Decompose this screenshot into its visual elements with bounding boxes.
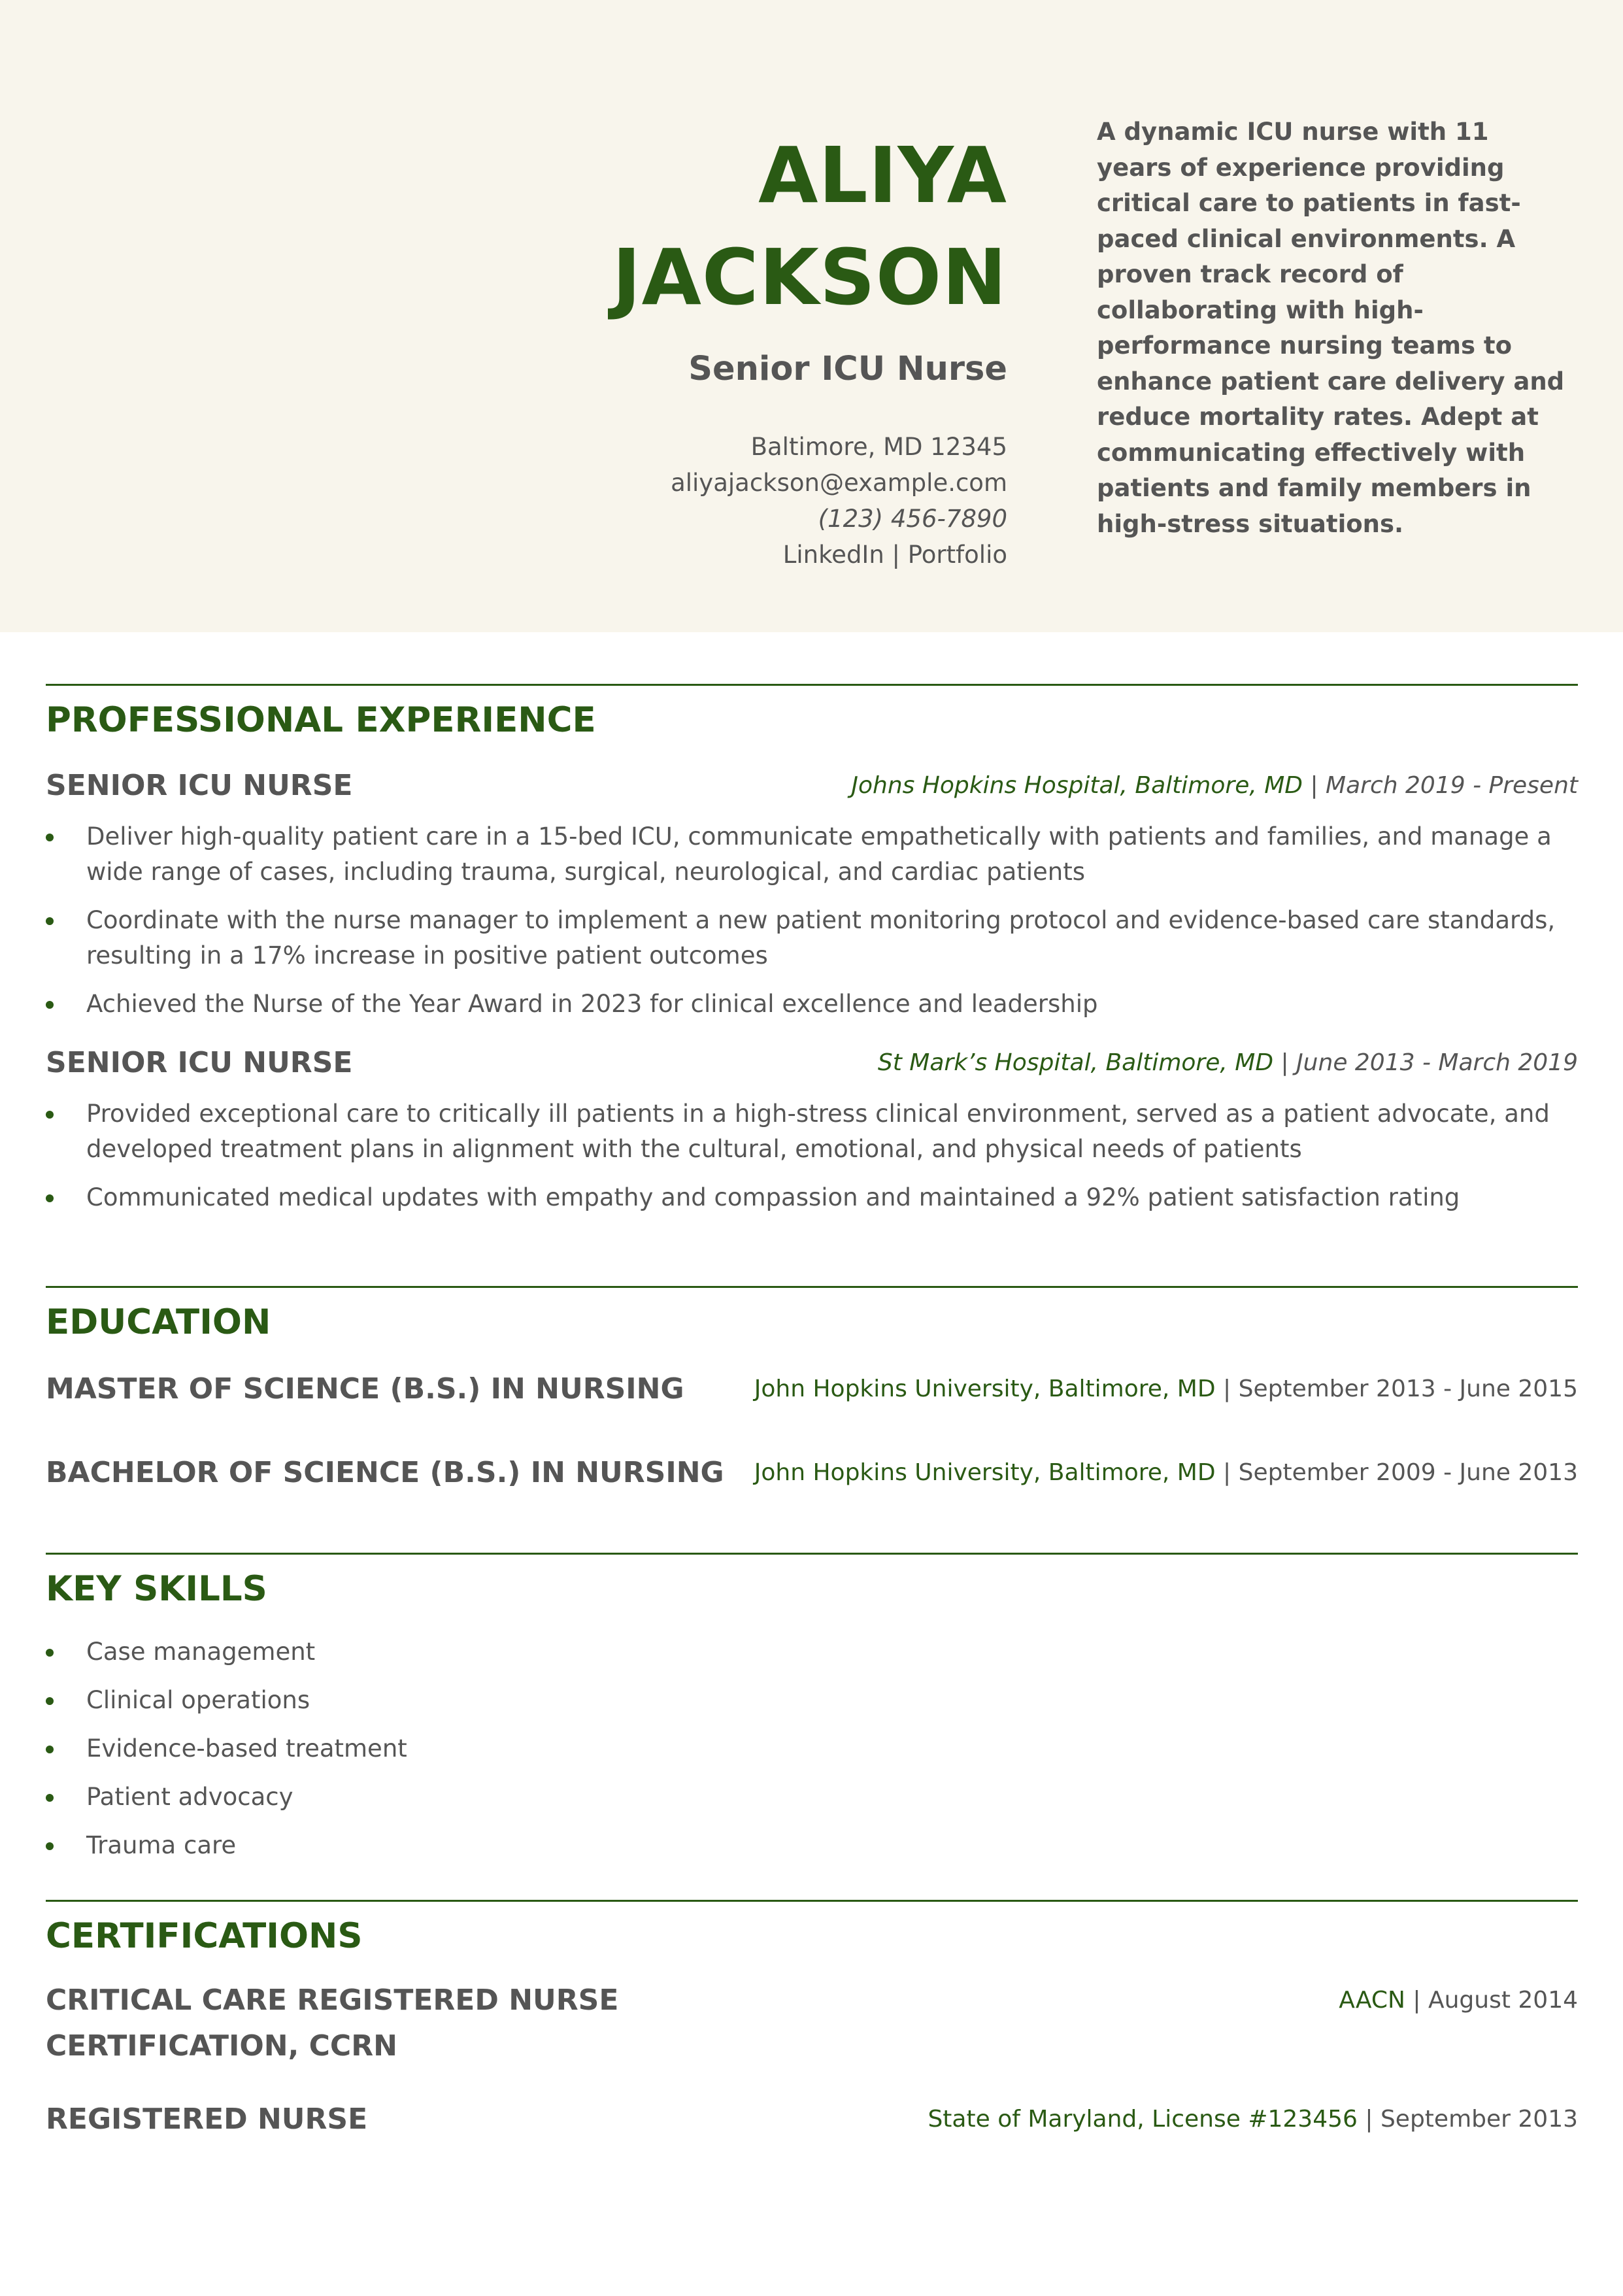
email-link[interactable]: aliyajackson@example.com: [671, 469, 1007, 497]
phone-number: (123) 456-7890: [818, 505, 1007, 533]
list-item: [46, 903, 1578, 973]
issuer: AACN: [1339, 1987, 1405, 2014]
bullet-icon: [46, 1194, 54, 1202]
bullet-text: Communicated medical updates with empathy and compassion and maintained a 92% patient satisfaction rating: [86, 1183, 1460, 1211]
certification-date: | August 2014: [1405, 1987, 1578, 2014]
education-entry: [46, 1450, 1578, 1496]
bullet-icon: [46, 917, 54, 925]
list-item: [46, 1780, 1578, 1815]
certification-name-line1: CRITICAL CARE REGISTERED NURSE: [46, 1984, 619, 2017]
certification-name-line2: CERTIFICATION, CCRN: [46, 2029, 397, 2063]
employer: Johns Hopkins Hospital, Baltimore, MD: [851, 772, 1303, 799]
experience-section: [46, 684, 1578, 1215]
certification-name-line1: REGISTERED NURSE: [46, 2102, 368, 2136]
school: John Hopkins University, Baltimore, MD: [754, 1459, 1216, 1486]
last-name: JACKSON: [612, 232, 1007, 322]
bullet-text: Achieved the Nurse of the Year Award in 2023 for clinical excellence and leadership: [86, 990, 1098, 1018]
location: Baltimore, MD 12345: [750, 433, 1007, 461]
education-entry: [46, 1366, 1578, 1412]
bullet-text: Provided exceptional care to critically ill patients in a high-stress clinical environment, served as a patient advocate, and developed treatment plans in alignment with the cultural, emotional, and physical needs of patients: [86, 1100, 1550, 1163]
skill-text: Clinical operations: [86, 1686, 310, 1714]
section-title: KEY SKILLS: [46, 1569, 267, 1609]
job-bullets: [46, 1096, 1578, 1215]
education-dates: | September 2013 - June 2015: [1215, 1376, 1578, 1402]
job-dates: | June 2013 - March 2019: [1273, 1049, 1578, 1076]
bullet-icon: [46, 1697, 54, 1705]
job-meta: [851, 763, 1578, 809]
list-item: [46, 1731, 1578, 1766]
resume-header: [0, 0, 1623, 632]
education-section: [46, 1286, 1578, 1496]
profile-links[interactable]: LinkedIn | Portfolio: [782, 541, 1007, 569]
bullet-text: Coordinate with the nurse manager to implement a new patient monitoring protocol and evidence-based care standards, resulting in a 17% increase in positive patient outcomes: [86, 906, 1556, 970]
bullet-icon: [46, 1794, 54, 1802]
bullet-icon: [46, 1111, 54, 1119]
issuer: State of Maryland, License #123456: [928, 2106, 1358, 2133]
summary-text: A dynamic ICU nurse with 11 years of experience providing critical care to patients in fast-paced clinical environments. A proven track record of collaborating with high-performance nursing teams to enhance patient care delivery and reduce mortality rates. Adept at communicating effectively with patients and family members in high-stress situations.: [1097, 118, 1565, 538]
first-name: ALIYA: [758, 130, 1007, 220]
section-title: PROFESSIONAL EXPERIENCE: [46, 700, 596, 740]
job-dates: | March 2019 - Present: [1303, 772, 1578, 799]
job-entry: [46, 1040, 1578, 1086]
list-item: [46, 1634, 1578, 1670]
skills-list: [46, 1634, 1578, 1863]
section-divider: [46, 1553, 1578, 1555]
degree: BACHELOR OF SCIENCE (B.S.) IN NURSING: [46, 1456, 724, 1489]
section-title: EDUCATION: [46, 1302, 271, 1342]
skill-text: Case management: [86, 1638, 316, 1666]
section-divider: [46, 684, 1578, 686]
bullet-icon: [46, 1649, 54, 1657]
job-bullets: [46, 819, 1578, 1022]
skills-section: [46, 1553, 1578, 1863]
education-meta: [754, 1366, 1578, 1412]
contact-info: [0, 429, 1007, 573]
degree: MASTER OF SCIENCE (B.S.) IN NURSING: [46, 1372, 684, 1406]
list-item: [46, 819, 1578, 890]
bullet-text: Deliver high-quality patient care in a 15-bed ICU, communicate empathetically with patients and families, and manage a wide range of cases, including trauma, surgical, neurological, and cardiac patients: [86, 822, 1552, 886]
bullet-icon: [46, 834, 54, 841]
bullet-icon: [46, 1842, 54, 1850]
skill-text: Patient advocacy: [86, 1783, 293, 1811]
section-title: CERTIFICATIONS: [46, 1916, 363, 1956]
header-identity: [0, 124, 1007, 573]
bullet-icon: [46, 1746, 54, 1753]
job-title: SENIOR ICU NURSE: [46, 1046, 353, 1079]
job-title: SENIOR ICU NURSE: [46, 769, 353, 802]
education-dates: | September 2009 - June 2013: [1215, 1459, 1578, 1486]
education-meta: [754, 1450, 1578, 1496]
list-item: [46, 1683, 1578, 1718]
job-title: Senior ICU Nurse: [688, 350, 1007, 388]
certifications-section: [46, 1900, 1578, 2142]
skill-text: Evidence-based treatment: [86, 1734, 407, 1763]
skill-text: Trauma care: [86, 1831, 237, 1859]
list-item: [46, 1096, 1578, 1167]
bullet-icon: [46, 1001, 54, 1009]
list-item: [46, 1828, 1578, 1863]
school: John Hopkins University, Baltimore, MD: [754, 1376, 1216, 1402]
certification-entry: [46, 1978, 1578, 2069]
certification-meta: [928, 2097, 1578, 2142]
section-divider: [46, 1286, 1578, 1288]
list-item: [46, 1180, 1578, 1215]
section-divider: [46, 1900, 1578, 1902]
employer: St Mark’s Hospital, Baltimore, MD: [877, 1049, 1274, 1076]
certification-date: | September 2013: [1357, 2106, 1578, 2133]
job-meta: [878, 1040, 1578, 1086]
list-item: [46, 987, 1578, 1022]
certification-meta: [1339, 1978, 1578, 2023]
job-entry: [46, 763, 1578, 809]
certification-entry: [46, 2097, 1578, 2142]
